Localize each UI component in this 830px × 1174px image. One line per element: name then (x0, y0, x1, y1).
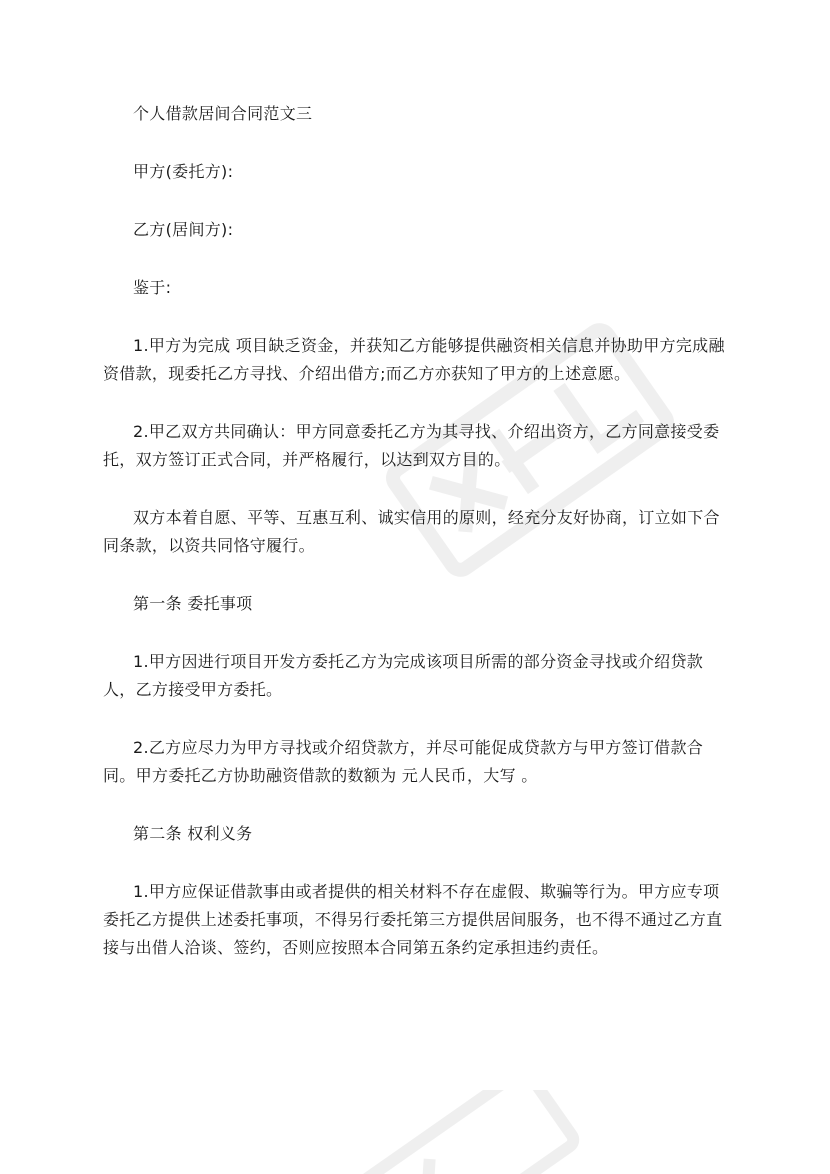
recital-paragraph-3: 双方本着自愿、平等、互惠互利、诚实信用的原则，经充分友好协商，订立如下合同条款，以资共同恪守履行。 (103, 508, 720, 555)
recital-paragraph-1: 1.甲方为完成 项目缺乏资金，并获知乙方能够提供融资相关信息并协助甲方完成融资借款，现委托乙方寻找、介绍出借方;而乙方亦获知了甲方的上述意愿。 (103, 336, 725, 383)
party-b-line: 乙方(居间方): (133, 220, 234, 239)
article-2-item-1: 1.甲方应保证借款事由或者提供的相关材料不存在虚假、欺骗等行为。甲方应专项委托乙方提供上述委托事项，不得另行委托第三方提供居间服务，也不得不通过乙方直接与出借人洽谈、签约，否则应按照本合同第五条约定承担违约责任。 (103, 882, 723, 957)
article-2-title: 第二条 权利义务 (133, 824, 253, 843)
whereas-line: 鉴于: (133, 278, 172, 297)
document-title: 个人借款居间合同范文三 (133, 104, 313, 123)
recital-paragraph-2: 2.甲乙双方共同确认：甲方同意委托乙方为其寻找、介绍出资方，乙方同意接受委托，双方签订正式合同，并严格履行，以达到双方目的。 (103, 422, 720, 469)
party-a-line: 甲方(委托方): (133, 162, 234, 181)
article-1-title: 第一条 委托事项 (133, 594, 253, 613)
article-1-item-2: 2.乙方应尽力为甲方寻找或介绍贷款方，并尽可能促成贷款方与甲方签订借款合同。甲方委托乙方协助融资借款的数额为 元人民币，大写 。 (103, 738, 704, 785)
article-1-item-1: 1.甲方因进行项目开发方委托乙方为完成该项目所需的部分资金寻找或介绍贷款人，乙方接受甲方委托。 (103, 652, 704, 699)
document-body (103, 100, 733, 962)
watermark-logo-icon (330, 1090, 590, 1174)
